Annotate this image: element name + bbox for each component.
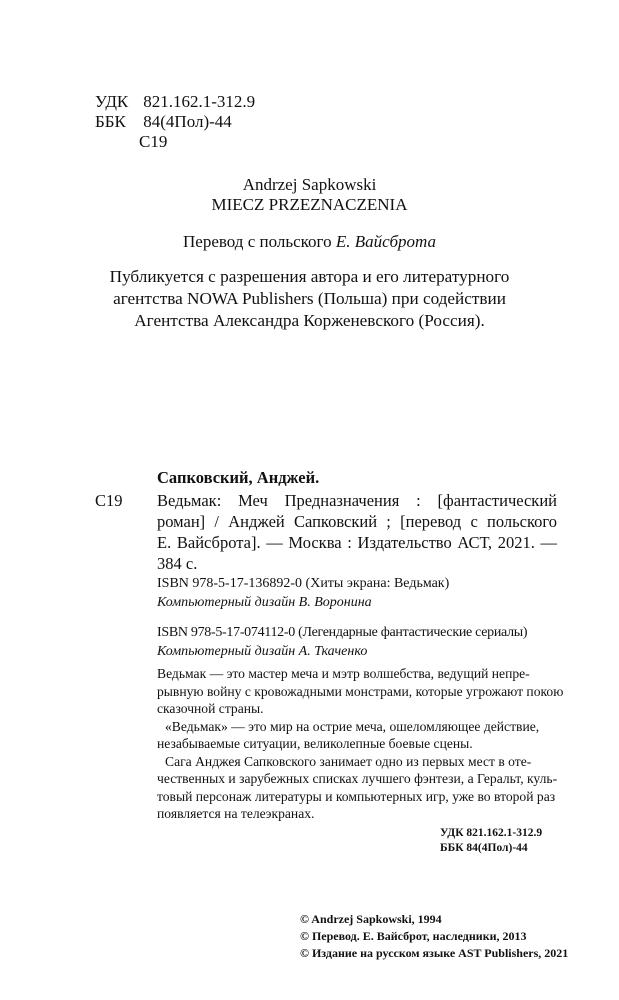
isbn-1: ISBN 978-5-17-136892-0 (Хиты экрана: Ведьмак) [157, 576, 450, 591]
original-author: Andrzej Sapkowski [242, 175, 377, 194]
annotation-line: Ведьмак — это мастер меча и мэтр волшебства, ведущий непре- [157, 666, 530, 681]
translation-line [0, 232, 619, 252]
udk-value: 821.162.1-312.9 [143, 92, 256, 111]
copyright-block [300, 911, 568, 962]
annotation-line: «Ведьмак» — это мир на острие меча, ошеломляющее действие, [165, 718, 540, 734]
original-title: MIECZ PRZEZNACZENIA [211, 195, 408, 214]
author-mark: С19 [139, 132, 168, 151]
annotation-line: появляется на телеэкранах. [157, 806, 315, 821]
rights-line: Публикуется с разрешения автора и его литературного [109, 267, 510, 286]
description-line: 384 с. [157, 554, 198, 573]
catalog-description [157, 490, 557, 574]
udk-label: УДК [95, 92, 129, 111]
copyright-line: © Издание на русском языке AST Publishers, 2021 [300, 946, 569, 960]
copyright-line: © Перевод. Е. Вайсброт, наследники, 2013 [300, 929, 527, 943]
copyright-line: © Andrzej Sapkowski, 1994 [300, 912, 442, 926]
annotation-line: рывную войну с кровожадными монстрами, которые угрожают покою [157, 683, 564, 699]
translator-name: Е. Вайсброта [335, 232, 436, 251]
footer-bbk: ББК 84(4Пол)-44 [440, 842, 528, 854]
annotation-line: сказочной страны. [157, 701, 264, 716]
catalog-mark: С19 [95, 491, 123, 510]
description-line: Е. Вайсброта]. — Москва : Издательство АСТ, 2021. — [157, 533, 557, 552]
isbn-2: ISBN 978-5-17-074112-0 (Легендарные фантастические сериалы) [157, 625, 528, 640]
rights-line: Агентства Александра Корженевского (Россия). [134, 311, 485, 330]
udk-row [95, 92, 255, 112]
bbk-row [95, 112, 232, 132]
rights-line: агентства NOWA Publishers (Польша) при содействии [113, 289, 506, 308]
annotation-line: товый персонаж литературы и компьютерных игр, уже во второй раз [157, 788, 556, 804]
design-1: Компьютерный дизайн В. Воронина [157, 595, 372, 610]
footer-udk: УДК 821.162.1-312.9 [440, 827, 543, 839]
annotation-line: незабываемые ситуации, великолепные боевые сцены. [157, 736, 473, 751]
bbk-label: ББК [95, 112, 126, 131]
description-line: Ведьмак: Меч Предназначения : [фантастический [157, 491, 557, 510]
translation-prefix: Перевод с польского [183, 232, 336, 251]
publication-rights [0, 266, 619, 332]
design-2: Компьютерный дизайн А. Ткаченко [157, 644, 368, 659]
annotation-line: чественных и зарубежных списках лучшего фэнтези, а Геральт, куль- [157, 771, 558, 786]
annotation [157, 665, 564, 823]
description-line: роман] / Анджей Сапковский ; [перевод с польского [157, 512, 557, 531]
original-title-block [0, 175, 619, 215]
annotation-line: Сага Анджея Сапковского занимает одно из первых мест в оте- [165, 753, 532, 769]
bbk-value: 84(4Пол)-44 [143, 112, 232, 131]
catalog-author-heading: Сапковский, Анджей. [157, 468, 320, 487]
